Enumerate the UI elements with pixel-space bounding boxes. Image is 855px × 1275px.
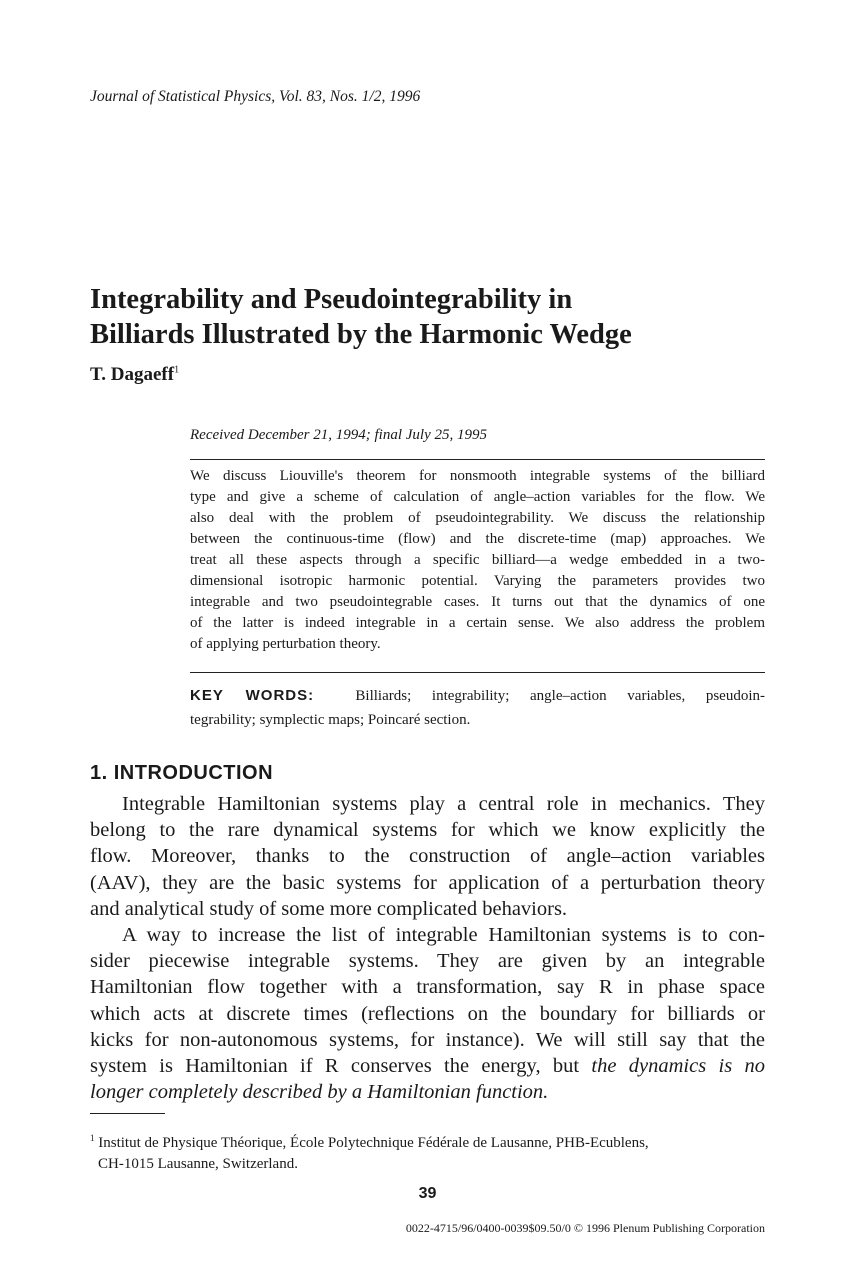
footnote-mark: 1 [90,1133,95,1143]
body-line: kicks for non-autonomous systems, for instance). We will still say that the [90,1028,765,1051]
body-line: Hamiltonian flow together with a transformation, say R in phase space [90,976,765,999]
keywords-line: tegrability; symplectic maps; Poincaré section. [190,712,471,728]
footnote-text: Institut de Physique Théorique, École Polytechnique Fédérale de Lausanne, PHB-Ecublens, [98,1135,649,1151]
body-line [90,1053,765,1079]
abstract-line: between the continuous-time (flow) and the discrete-time (map) approaches. We [190,531,765,547]
received-dates: Received December 21, 1994; final July 25, 1995 [190,427,487,443]
keywords-text: Billiards; integrability; angle–action variables, pseudoin- [355,688,765,704]
footnote-line: CH-1015 Lausanne, Switzerland. [98,1156,298,1172]
footnote [90,1128,765,1175]
keywords-label: KEY WORDS: [190,687,315,704]
journal-citation: Journal of Statistical Physics, Vol. 83, Nos. 1/2, 1996 [90,88,421,105]
author-name: T. Dagaeff [90,364,175,385]
abstract-line: of the latter is indeed integrable in a certain sense. We also address the problem [190,615,765,631]
abstract-top-rule [190,459,765,460]
body-line: flow. Moreover, thanks to the construction of angle–action variables [90,845,765,868]
abstract [190,466,765,655]
paper-title [90,282,632,352]
abstract-line: integrable and two pseudointegrable cases. It turns out that the dynamics of one [190,594,765,610]
body-line: longer completely described by a Hamiltonian function. [90,1081,549,1104]
body-line: Integrable Hamiltonian systems play a central role in mechanics. They [122,793,765,815]
abstract-line: of applying perturbation theory. [190,636,381,652]
author [90,364,179,386]
abstract-bottom-rule [190,672,765,673]
body-line: A way to increase the list of integrable Hamiltonian systems is to con- [122,924,765,947]
title-line: Integrability and Pseudointegrability in [90,284,573,315]
body-line: (AAV), they are the basic systems for application of a perturbation theory [90,871,765,894]
emphasis-text: the dynamics is no [591,1055,766,1078]
abstract-line: dimensional isotropic harmonic potential. Varying the parameters provides two [190,573,765,589]
section-heading: 1. INTRODUCTION [90,762,274,784]
body-text-span: system is Hamiltonian if R conserves the energy, but [90,1055,580,1078]
author-footnote-mark: 1 [174,364,180,376]
body-line: and analytical study of some more complicated behaviors. [90,897,568,920]
page-number: 39 [418,1185,437,1202]
body-line: which acts at discrete times (reflections on the boundary for billiards or [90,1002,765,1025]
abstract-line: also deal with the problem of pseudointegrability. We discuss the relationship [190,510,765,526]
body-line: sider piecewise integrable systems. They are given by an integrable [90,950,765,973]
body-text [90,791,765,1105]
body-line: belong to the rare dynamical systems for which we know explicitly the [90,819,765,842]
copyright-line: 0022-4715/96/0400-0039$09.50/0 © 1996 Plenum Publishing Corporation [405,1221,765,1235]
title-line: Billiards Illustrated by the Harmonic Wedge [90,319,632,350]
abstract-line: type and give a scheme of calculation of angle–action variables for the flow. We [190,489,765,505]
keywords-line [190,684,765,708]
keywords [190,684,765,732]
footnote-rule [90,1113,165,1114]
footnote-line [90,1128,765,1154]
abstract-line: treat all these aspects through a specific billiard—a wedge embedded in a two- [190,552,765,568]
abstract-line: We discuss Liouville's theorem for nonsmooth integrable systems of the billiard [190,468,765,484]
